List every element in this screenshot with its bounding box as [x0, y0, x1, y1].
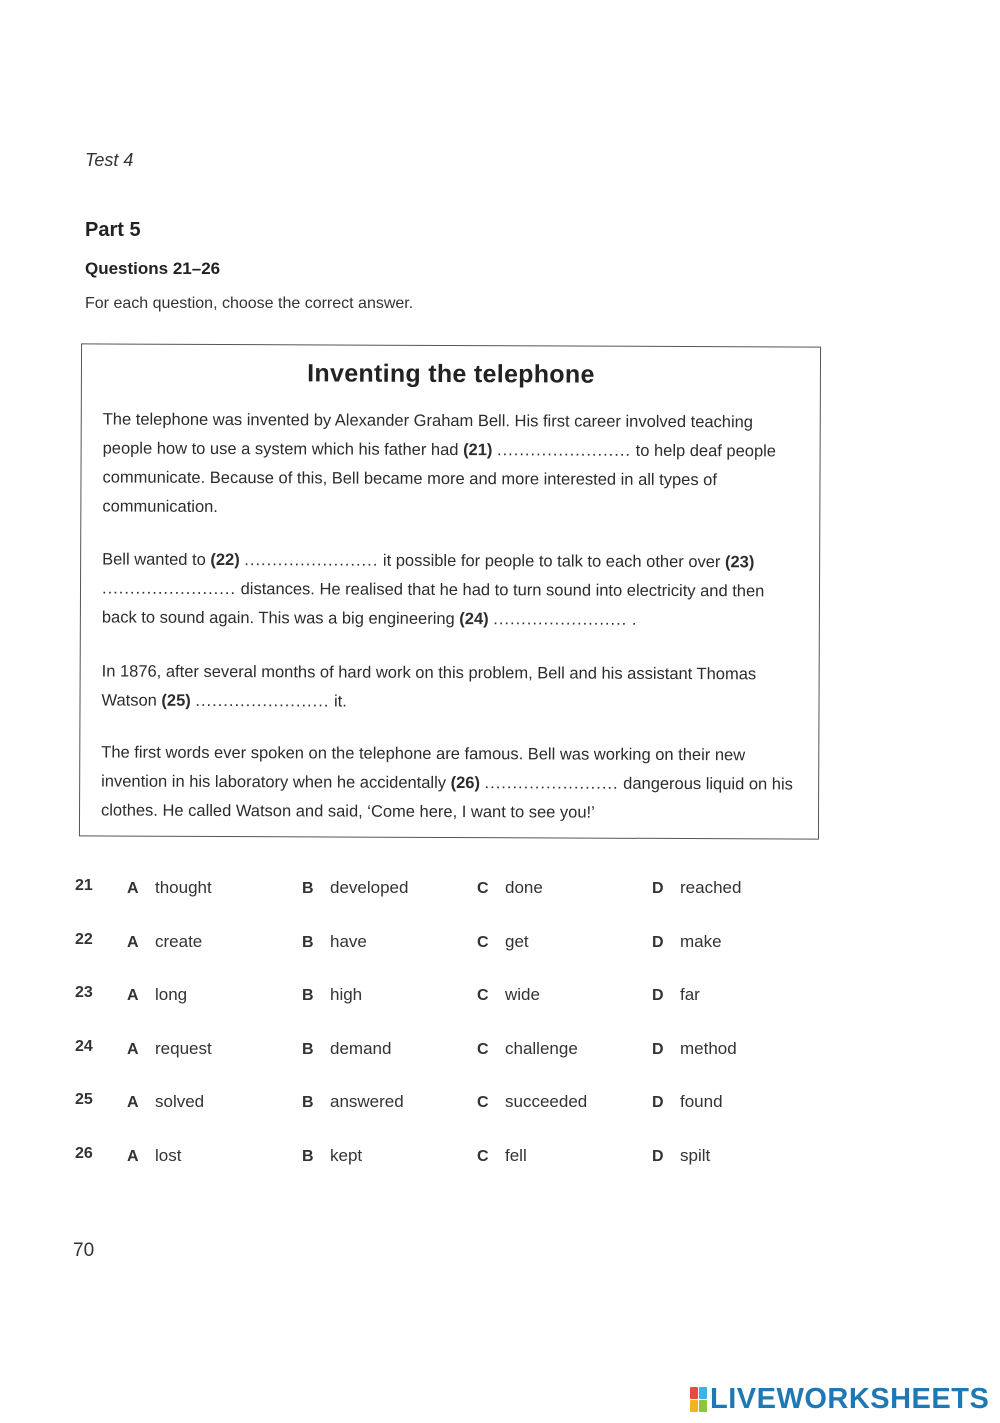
option-22-a[interactable] — [127, 932, 202, 952]
option-text: thought — [155, 878, 212, 897]
option-letter: B — [302, 987, 314, 1004]
option-letter: D — [652, 933, 664, 951]
option-letter: D — [652, 1040, 664, 1058]
option-letter: A — [127, 933, 139, 951]
gap-25-label: (25) — [161, 691, 191, 710]
liveworksheets-brand[interactable] — [690, 1383, 989, 1416]
instruction: For each question, choose the correct answer. — [85, 295, 414, 312]
text-title: Inventing the telephone — [307, 359, 595, 389]
gap-21-label: (21) — [463, 441, 493, 460]
option-text: request — [155, 1038, 212, 1058]
option-text: high — [330, 985, 363, 1004]
option-letter: A — [127, 1094, 139, 1111]
paragraph-4 — [101, 738, 801, 828]
question-number: 23 — [75, 984, 93, 1001]
option-text: done — [505, 878, 543, 897]
option-letter: C — [477, 933, 489, 951]
option-letter: D — [652, 987, 664, 1004]
option-25-d[interactable] — [652, 1092, 723, 1112]
answer-options — [75, 873, 835, 1194]
option-letter: B — [302, 933, 314, 951]
option-text: lost — [155, 1145, 182, 1165]
gap-24-label: (24) — [459, 610, 489, 629]
option-24-d[interactable] — [652, 1039, 737, 1059]
questions-range: Questions 21–26 — [85, 259, 221, 278]
question-row-25 — [75, 1087, 835, 1141]
paragraph-text: it. — [329, 692, 347, 711]
option-23-c[interactable] — [477, 985, 540, 1005]
option-21-d[interactable] — [652, 878, 741, 898]
gap-25-blank[interactable]: ........................ — [195, 691, 330, 711]
question-row-22 — [75, 927, 835, 981]
gap-22-blank[interactable]: ........................ — [244, 551, 379, 570]
gap-26-blank[interactable]: ........................ — [484, 774, 619, 793]
gap-24-blank[interactable]: ........................ — [493, 610, 628, 629]
option-text: spilt — [680, 1145, 711, 1165]
option-22-b[interactable] — [302, 932, 367, 952]
question-row-26 — [75, 1141, 835, 1195]
question-row-24 — [75, 1034, 835, 1088]
question-number: 22 — [75, 930, 93, 948]
option-letter: C — [477, 880, 489, 897]
option-letter: C — [477, 1147, 489, 1165]
option-24-c[interactable] — [477, 1039, 578, 1059]
option-text: make — [680, 931, 722, 951]
option-text: challenge — [505, 1038, 578, 1058]
option-text: far — [680, 985, 700, 1004]
question-number: 26 — [75, 1144, 93, 1162]
paragraph-text: it possible for people to talk to each other over — [378, 551, 726, 572]
paragraph-text: The telephone was invented by Alexander Graham Bell. His first career involved teaching people how to use a system which his father had — [102, 410, 754, 460]
option-22-c[interactable] — [477, 932, 529, 952]
paragraph-3 — [101, 657, 801, 718]
option-24-b[interactable] — [302, 1039, 391, 1059]
option-text: reached — [680, 878, 742, 897]
option-text: fell — [505, 1145, 527, 1165]
option-letter: B — [302, 1040, 314, 1058]
option-text: found — [680, 1092, 723, 1111]
paragraph-text: In 1876, after several months of hard work on this problem, Bell and his assistant Thomas Watson — [101, 662, 757, 710]
option-text: long — [155, 985, 188, 1004]
question-number: 24 — [75, 1037, 93, 1055]
option-letter: A — [127, 1040, 139, 1058]
question-row-21 — [75, 873, 835, 927]
option-text: answered — [330, 1092, 404, 1111]
option-letter: C — [477, 1040, 489, 1058]
option-letter: B — [302, 1147, 314, 1165]
question-row-23 — [75, 980, 835, 1034]
brand-text: LIVEWORKSHEETS — [710, 1383, 990, 1415]
option-24-a[interactable] — [127, 1039, 212, 1059]
option-21-b[interactable] — [302, 878, 408, 898]
option-letter: C — [477, 987, 489, 1004]
test-label: Test 4 — [85, 150, 134, 170]
reading-text-box — [79, 343, 821, 839]
option-letter: A — [127, 880, 139, 897]
gap-21-blank[interactable]: ........................ — [496, 441, 632, 460]
liveworksheets-logo-icon — [690, 1387, 707, 1412]
option-letter: A — [127, 987, 139, 1004]
gap-26-label: (26) — [450, 774, 481, 793]
option-letter: D — [652, 1094, 664, 1111]
option-21-a[interactable] — [127, 878, 212, 898]
option-text: developed — [330, 878, 409, 897]
option-text: demand — [330, 1038, 392, 1058]
paragraph-text: The first words ever spoken on the telephone are famous. Bell was working on their new invention in his laboratory when he accidentally — [101, 743, 746, 793]
option-26-a[interactable] — [127, 1146, 181, 1166]
gap-23-label: (23) — [724, 553, 755, 572]
option-26-c[interactable] — [477, 1146, 527, 1166]
paragraph-1 — [102, 405, 802, 524]
option-text: get — [505, 931, 529, 951]
option-letter: A — [127, 1147, 139, 1165]
paragraph-text: to help deaf people communicate. Because of this, Bell became more and more interested in all types of communication. — [102, 441, 777, 516]
part-title: Part 5 — [85, 219, 141, 241]
paragraph-text: dangerous liquid on his clothes. He called Watson and said, ‘Come here, I want to see you!’ — [101, 774, 793, 822]
paragraph-text: Bell wanted to — [102, 550, 211, 569]
option-text: kept — [330, 1145, 363, 1165]
option-23-b[interactable] — [302, 985, 362, 1005]
option-21-c[interactable] — [477, 878, 543, 898]
option-letter: B — [302, 1094, 314, 1111]
gap-22-label: (22) — [210, 550, 240, 570]
option-25-a[interactable] — [127, 1092, 204, 1112]
question-number: 21 — [75, 877, 93, 894]
option-26-b[interactable] — [302, 1146, 362, 1166]
option-25-c[interactable] — [477, 1092, 587, 1112]
paragraph-2 — [102, 545, 802, 635]
option-letter: C — [477, 1094, 489, 1111]
option-text: solved — [155, 1092, 205, 1111]
option-letter: D — [652, 1147, 664, 1165]
option-text: succeeded — [505, 1092, 588, 1111]
option-text: wide — [505, 985, 540, 1004]
option-25-b[interactable] — [302, 1092, 404, 1112]
option-letter: D — [652, 880, 664, 897]
option-22-d[interactable] — [652, 932, 722, 952]
question-number: 25 — [75, 1091, 93, 1108]
option-text: create — [155, 931, 203, 951]
page-number: 70 — [73, 1240, 95, 1261]
option-23-a[interactable] — [127, 985, 187, 1005]
option-23-d[interactable] — [652, 985, 700, 1005]
option-text: have — [330, 931, 367, 951]
paragraph-text: . — [627, 610, 637, 629]
option-text: method — [680, 1038, 737, 1058]
gap-23-blank[interactable]: ........................ — [101, 579, 237, 599]
option-26-d[interactable] — [652, 1146, 710, 1166]
paragraph-text: distances. He realised that he had to turn sound into electricity and then back to sound again. This was a big engineering — [101, 580, 765, 629]
option-letter: B — [302, 880, 314, 897]
